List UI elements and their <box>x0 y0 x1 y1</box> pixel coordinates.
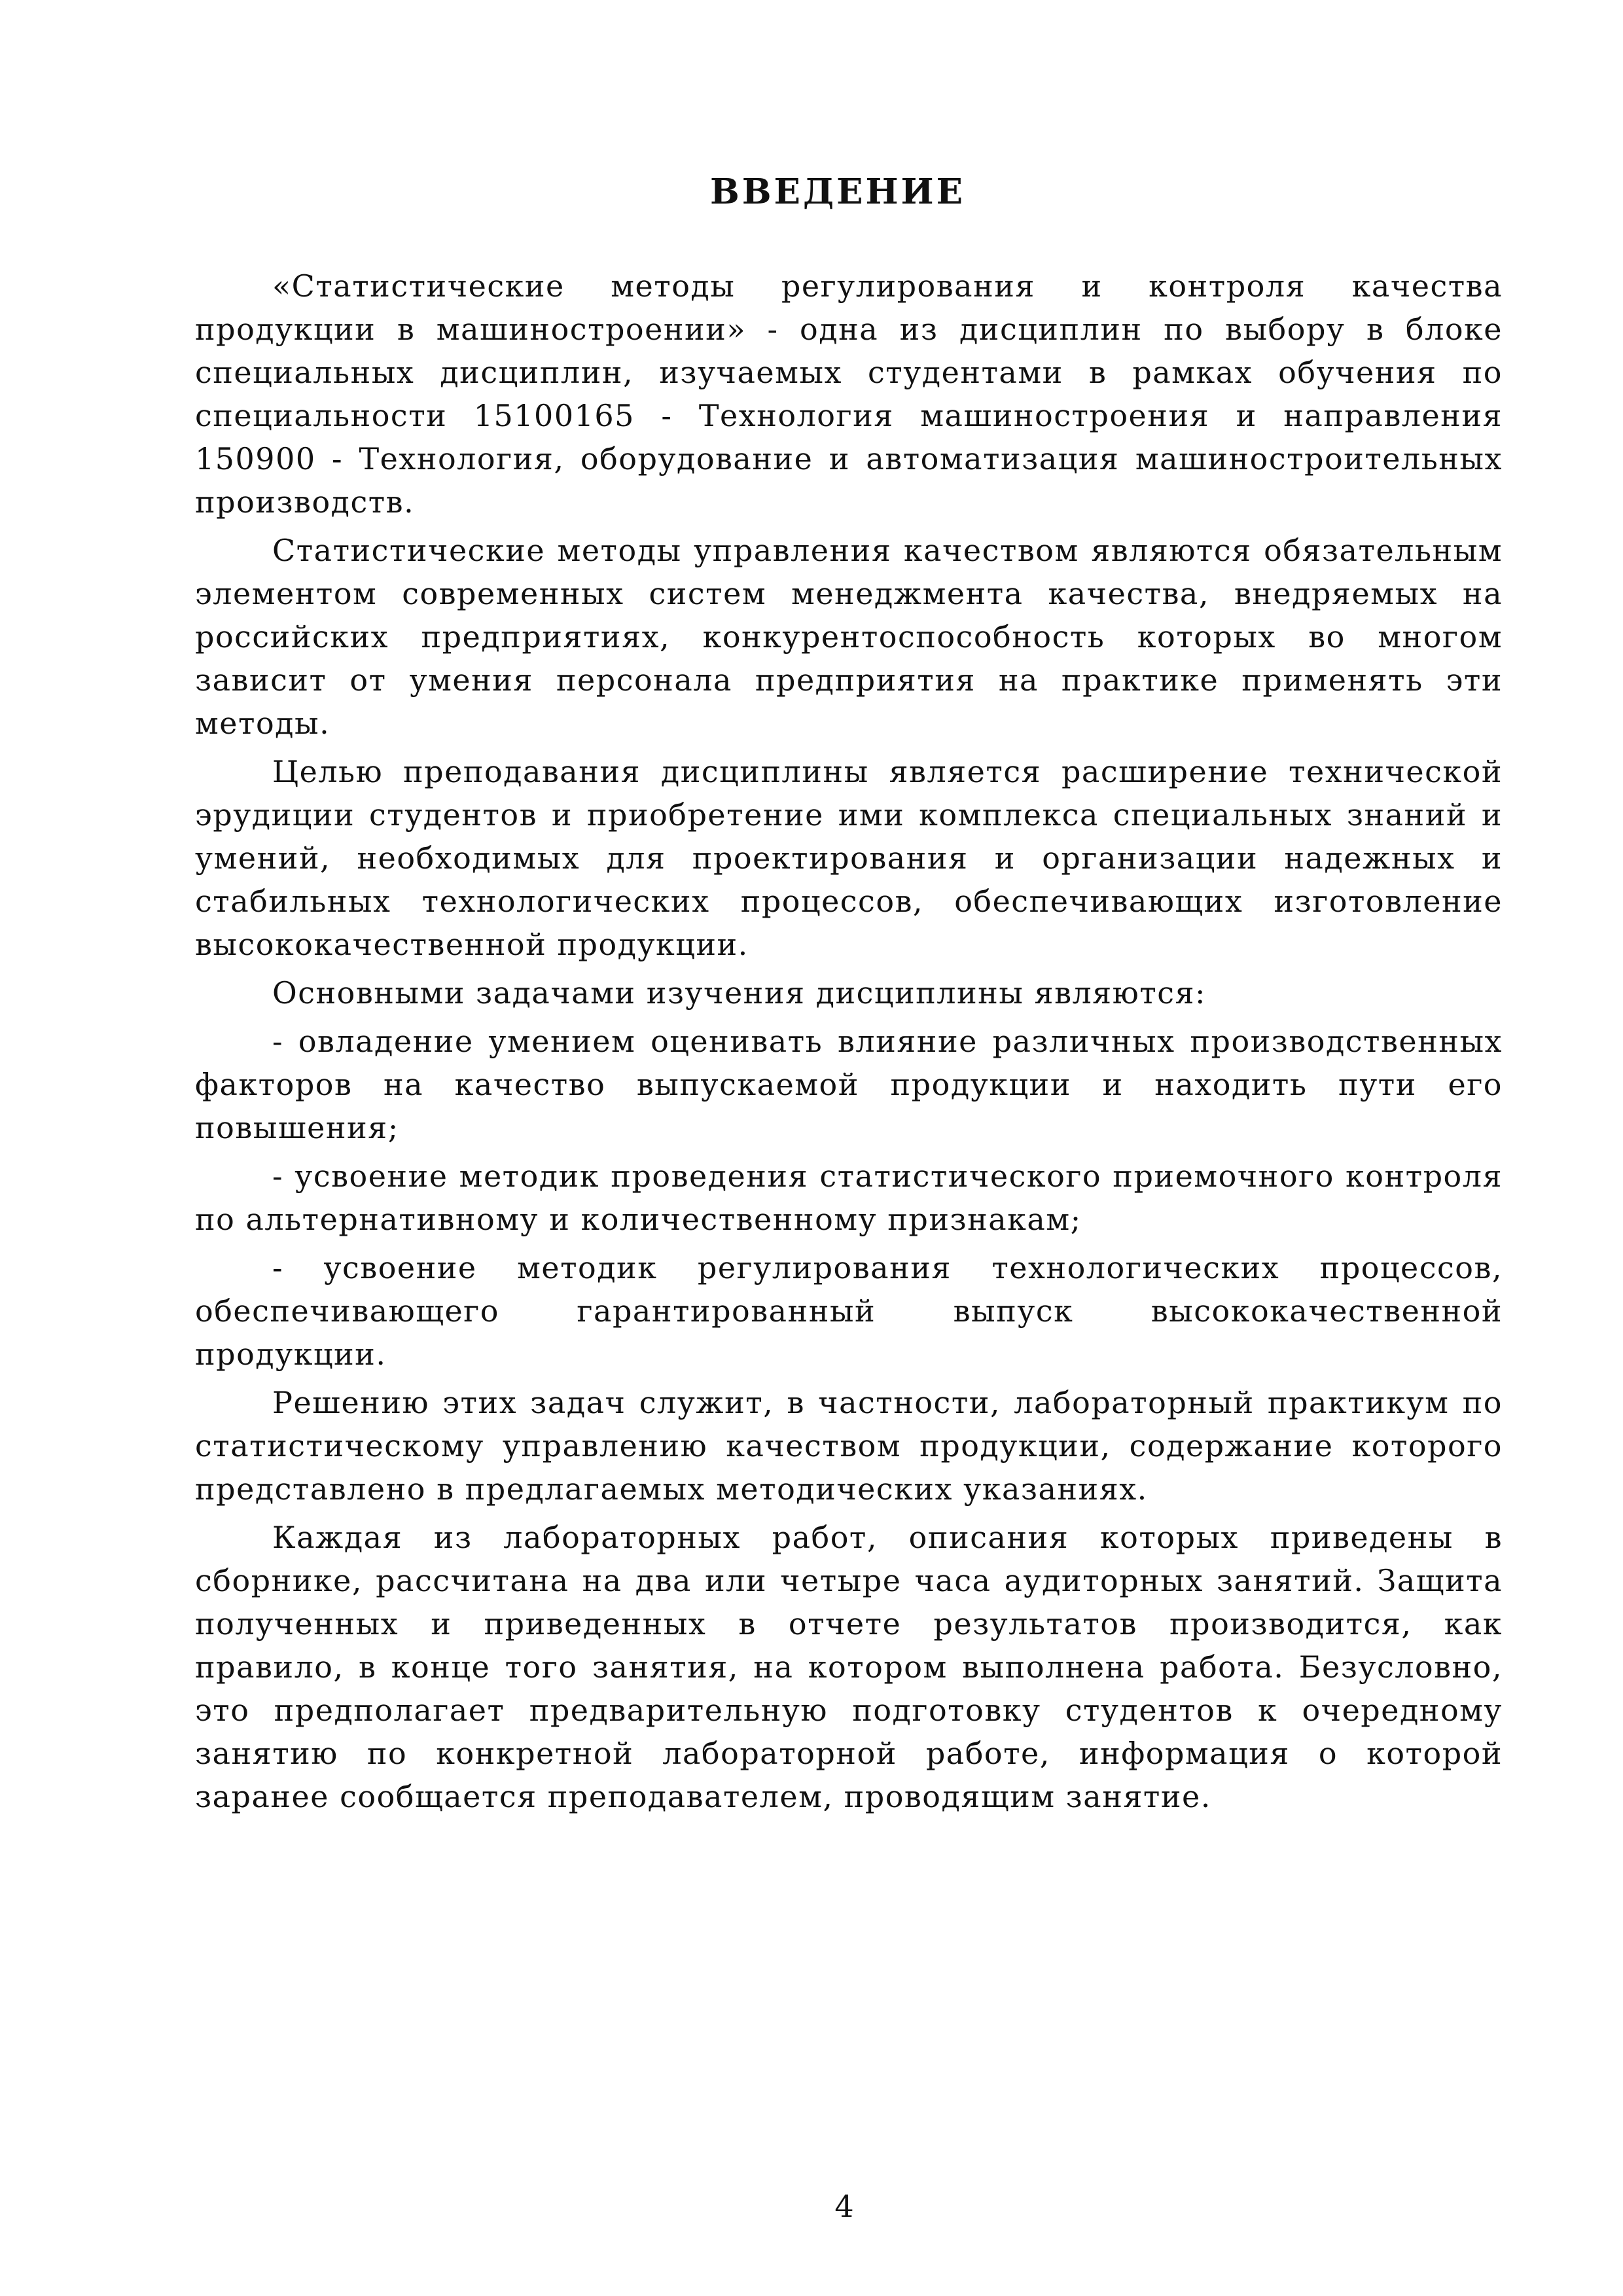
paragraph: Статистические методы управления качеством являются обязательным элементом современных систем менеджмента качества, внедряемых на российских предприятиях, конкурентоспособность которых во многом зависит от умения персонала предприятия на практике применять эти методы. <box>195 533 1503 741</box>
page-number: 4 <box>834 2189 854 2224</box>
list-item: - усвоение методик регулирования технологических процессов, обеспечивающего гарантированный выпуск высококачественной продукции. <box>195 1250 1503 1372</box>
paragraph: Основными задачами изучения дисциплины являются: <box>272 975 1206 1011</box>
list-item: - овладение умением оценивать влияние различных производственных факторов на качество выпускаемой продукции и находить пути его повышения; <box>195 1024 1503 1145</box>
body-text <box>195 264 1503 1823</box>
paragraph: «Статистические методы регулирования и контроля качества продукции в машиностроении» - одна из дисциплин по выбору в блоке специальных дисциплин, изучаемых студентами в рамках обучения по специальности 15100165 - Технология машиностроения и направления 150900 - Технология, оборудование и автоматизация машиностроительных производств. <box>195 268 1503 520</box>
list-item: - усвоение методик проведения статистического приемочного контроля по альтернативному и количественному признакам; <box>195 1158 1503 1237</box>
paragraph: Каждая из лабораторных работ, описания которых приведены в сборнике, рассчитана на два или четыре часа аудиторных занятий. Защита полученных и приведенных в отчете результатов производится, как правило, в конце того занятия, на котором выполнена работа. Безусловно, это предполагает предварительную подготовку студентов к очередному занятию по конкретной лабораторной работе, информация о которой заранее сообщается преподавателем, проводящим занятие. <box>195 1520 1503 1814</box>
paragraph: Целью преподавания дисциплины является расширение технической эрудиции студентов и приобретение ими комплекса специальных знаний и умений, необходимых для проектирования и организации надежных и стабильных технологических процессов, обеспечивающих изготовление высококачественной продукции. <box>195 754 1503 962</box>
page-title: ВВЕДЕНИЕ <box>709 171 966 212</box>
paragraph: Решению этих задач служит, в частности, лабораторный практикум по статистическому управлению качеством продукции, содержание которого представлено в предлагаемых методических указаниях. <box>195 1385 1503 1507</box>
